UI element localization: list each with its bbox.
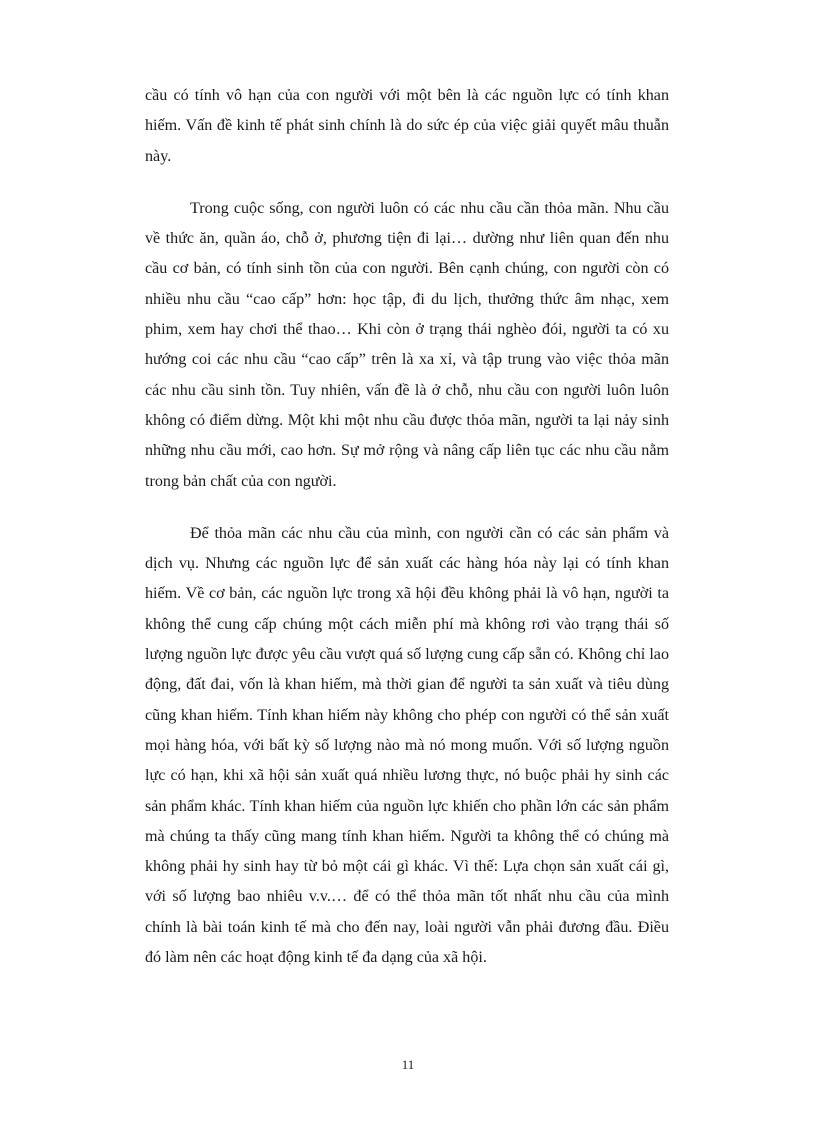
paragraph-2: Trong cuộc sống, con người luôn có các nhu cầu cần thỏa mãn. Nhu cầu về thức ăn, quần áo, chỗ ở, phương tiện đi lại… dường như liên quan đến nhu cầu cơ bản, có tính sinh tồn của con người. Bên cạnh chúng, con người còn có nhiều nhu cầu “cao cấp” hơn: học tập, đi du lịch, thưởng thức âm nhạc, xem phim, xem hay chơi thể thao… Khi còn ở trạng thái nghèo đói, người ta có xu hướng coi các nhu cầu “cao cấp” trên là xa xỉ, và tập trung vào việc thỏa mãn các nhu cầu sinh tồn. Tuy nhiên, vấn đề là ở chỗ, nhu cầu con người luôn luôn không có điểm dừng. Một khi một nhu cầu được thỏa mãn, người ta lại nảy sinh những nhu cầu mới, cao hơn. Sự mở rộng và nâng cấp liên tục các nhu cầu nằm trong bản chất của con người. (145, 199, 669, 490)
page-number: 11 (401, 1057, 415, 1072)
body-text (145, 81, 669, 973)
paragraph-1: cầu có tính vô hạn của con người với một bên là các nguồn lực có tính khan hiếm. Vấn đề kinh tế phát sinh chính là do sức ép của việc giải quyết mâu thuẫn này. (145, 87, 669, 165)
paragraph-3: Để thỏa mãn các nhu cầu của mình, con người cần có các sản phẩm và dịch vụ. Nhưng các nguồn lực để sản xuất các hàng hóa này lại có tính khan hiếm. Về cơ bản, các nguồn lực trong xã hội đều không phải là vô hạn, người ta không thể cung cấp chúng một cách miễn phí mà không rơi vào trạng thái số lượng nguồn lực được yêu cầu vượt quá số lượng cung cấp sẵn có. Không chỉ lao động, đất đai, vốn là khan hiếm, mà thời gian để người ta sản xuất và tiêu dùng cũng khan hiếm. Tính khan hiếm này không cho phép con người có thể sản xuất mọi hàng hóa, với bất kỳ số lượng nào mà nó mong muốn. Với số lượng nguồn lực có hạn, khi xã hội sản xuất quá nhiều lương thực, nó buộc phải hy sinh các sản phẩm khác. Tính khan hiếm của nguồn lực khiến cho phần lớn các sản phẩm mà chúng ta thấy cũng mang tính khan hiếm. Người ta không thể có chúng mà không phải hy sinh hay từ bỏ một cái gì khác. Vì thế: Lựa chọn sản xuất cái gì, với số lượng bao nhiêu v.v.… để có thể thỏa mãn tốt nhất nhu cầu của mình chính là bài toán kinh tế mà cho đến nay, loài người vẫn phải đương đầu. Điều đó làm nên các hoạt động kinh tế đa dạng của xã hội. (145, 524, 669, 967)
